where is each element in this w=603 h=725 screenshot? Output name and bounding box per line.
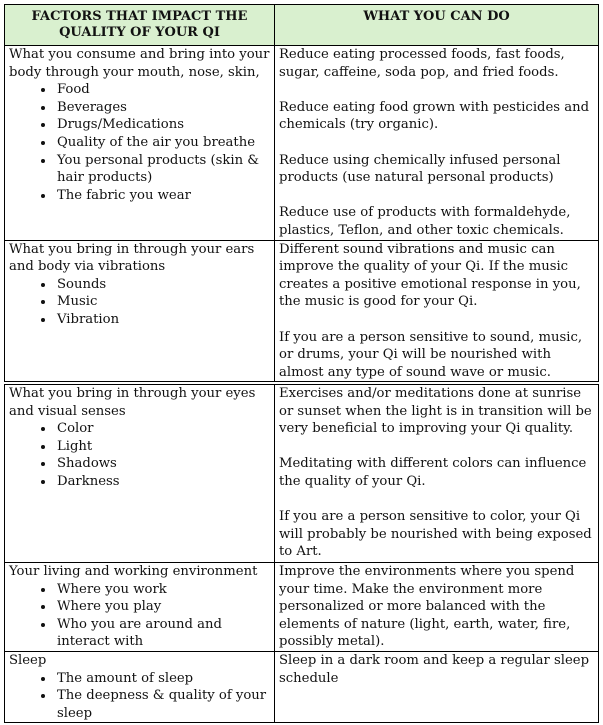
list-item: • Music: [55, 293, 270, 311]
factor-list: [9, 420, 270, 490]
list-item: • The amount of sleep: [55, 670, 270, 688]
list-item: • Darkness: [55, 473, 270, 491]
list-item: • The deepness & quality of your sleep: [55, 687, 270, 722]
table-row: [5, 240, 599, 382]
action-text: Reduce eating food grown with pesticides and chemicals (try organic).: [279, 99, 590, 133]
factor-cell: [5, 563, 275, 652]
factor-cell: [5, 240, 275, 382]
list-item: • Drugs/Medications: [55, 116, 270, 134]
factor-list: [9, 276, 270, 329]
table-row: [5, 385, 599, 563]
action-text: Reduce use of products with formaldehyde, plastics, Teflon, and other toxic chemicals.: [279, 205, 571, 238]
action-cell: [275, 563, 599, 652]
list-item: • You personal products (skin & hair products): [55, 152, 270, 187]
action-text: Meditating with different colors can influence the quality of your Qi.: [279, 456, 587, 489]
list-item: • Vibration: [55, 311, 270, 329]
qi-factors-table-bottom: [4, 384, 599, 723]
action-text: If you are a person sensitive to color, your Qi will probably be nourished with being exposed to Art.: [279, 509, 592, 560]
list-item: • Sounds: [55, 276, 270, 294]
factor-text: What you bring in through your eyes and visual senses: [9, 386, 256, 419]
list-item: • Beverages: [55, 99, 270, 117]
header-factors: FACTORS THAT IMPACT THE QUALITY OF YOUR QI: [5, 5, 275, 46]
action-text: Exercises and/or meditations done at sunrise or sunset when the light is in transition will be very beneficial to improving your Qi quality.: [279, 386, 592, 437]
table-row: [5, 46, 599, 241]
action-text: Improve the environments where you spend your time. Make the environment more personalized or more balanced with the elements of nature (light, earth, water, fire, possibly metal).: [279, 564, 575, 650]
action-text: If you are a person sensitive to sound, music, or drums, your Qi will be nourished with almost any type of sound wave or music.: [279, 329, 583, 380]
table-row: [5, 563, 599, 652]
factor-cell: [5, 385, 275, 563]
action-text: Reduce using chemically infused personal products (use natural personal products): [279, 152, 561, 186]
action-text: Different sound vibrations and music can improve the quality of your Qi. If the music creates a positive emotional response in you, the music is good for your Qi.: [279, 241, 581, 310]
list-item: • Shadows: [55, 455, 270, 473]
factor-text: Your living and working environment: [9, 564, 258, 579]
factor-list: [9, 81, 270, 204]
list-item: • Quality of the air you breathe: [55, 134, 270, 152]
table-row: [5, 651, 599, 722]
list-item: • Food: [55, 81, 270, 99]
action-text: Reduce eating processed foods, fast foods, sugar, caffeine, soda pop, and fried foods.: [279, 47, 565, 80]
list-item: • Color: [55, 420, 270, 438]
action-cell: [275, 385, 599, 563]
action-cell: [275, 240, 599, 382]
factor-cell: [5, 651, 275, 722]
action-cell: [275, 46, 599, 241]
header-actions: WHAT YOU CAN DO: [275, 5, 599, 46]
factor-text: What you bring in through your ears and body via vibrations: [9, 241, 255, 275]
list-item: • Light: [55, 438, 270, 456]
qi-factors-table-top: [4, 4, 599, 382]
factor-list: [9, 581, 270, 651]
table-header-row: [5, 5, 599, 46]
factor-text: Sleep: [9, 652, 47, 668]
action-cell: [275, 651, 599, 722]
factor-list: [9, 670, 270, 723]
list-item: • Who you are around and interact with: [55, 616, 270, 651]
action-text: Sleep in a dark room and keep a regular sleep schedule: [279, 652, 590, 686]
list-item: • Where you work: [55, 581, 270, 599]
list-item: • Where you play: [55, 598, 270, 616]
factor-text: What you consume and bring into your body through your mouth, nose, skin,: [9, 47, 270, 80]
factor-cell: [5, 46, 275, 241]
list-item: • The fabric you wear: [55, 187, 270, 205]
